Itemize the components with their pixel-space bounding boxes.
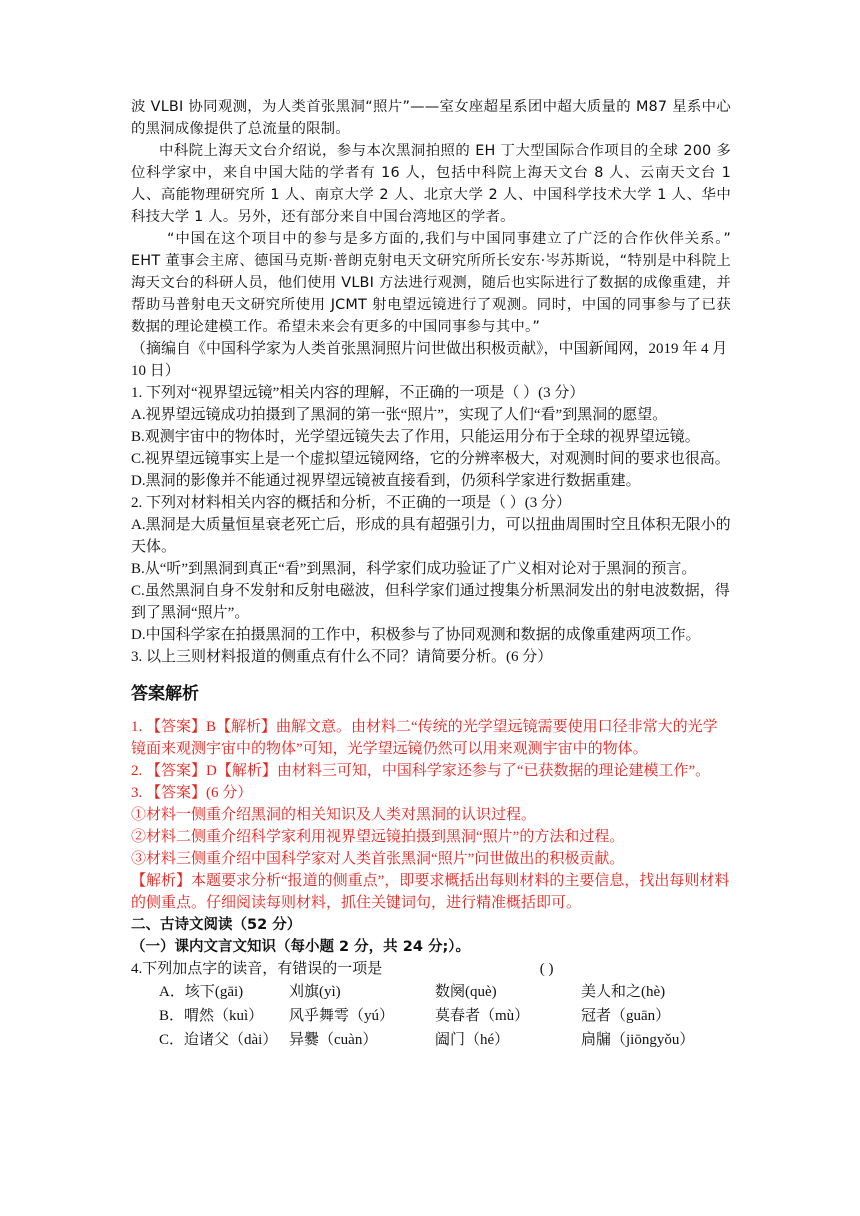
passage-paragraph-3: “中国在这个项目中的参与是多方面的,我们与中国同事建立了广泛的合作伙伴关系。” EHT 董事会主席、德国马克斯·普朗克射电天文研究所所长安东·岑苏斯说，“特别是中科院上海天文台的科研人员，他们使用 VLBI 方法进行观测，随后也实际进行了数据的成像重建，并帮助马普射电天文研究所使用 JCMT 射电望远镜进行了观测。同时，中国的同事参与了已获数据的理论建模工作。希望未来会有更多的中国同事参与其中。” bbox=[131, 231, 731, 335]
option-b-item-2: 风乎舞雩（yú） bbox=[289, 1008, 395, 1024]
option-c-item-2: 异爨（cuàn） bbox=[289, 1032, 378, 1048]
question-4 bbox=[131, 958, 731, 980]
passage-source: （摘编自《中国科学家为人类首张黑洞照片问世做出积极贡献》，中国新闻网，2019 年 4 月 10 日） bbox=[131, 341, 728, 379]
answer-3: 3. 【答案】(6 分） bbox=[131, 785, 253, 801]
answer-2: 2. 【答案】D【解析】由材料三可知，中国科学家还参与了“已获数据的理论建模工作”。 bbox=[131, 763, 711, 779]
question-4-answer-blank: ( ) bbox=[539, 961, 554, 977]
question-1-option-a: A.视界望远镜成功拍摄到了黑洞的第一张“照片”，实现了人们“看”到黑洞的愿望。 bbox=[131, 407, 668, 423]
answer-3-point-1: ①材料一侧重介绍黑洞的相关知识及人类对黑洞的认识过程。 bbox=[131, 807, 537, 823]
option-c-item-1: C．迨诸父（dài） bbox=[159, 1032, 278, 1048]
section-2-subtitle: （一）课内文言文知识（每小题 2 分，共 24 分;）。 bbox=[131, 939, 471, 955]
option-c-item-3: 阖门（hé） bbox=[435, 1032, 510, 1048]
option-a-item-3: 数阕(què) bbox=[435, 984, 497, 1000]
answer-3-point-2: ②材料二侧重介绍科学家利用视界望远镜拍摄到黑洞“照片”的方法和过程。 bbox=[131, 829, 625, 845]
option-a-item-4: 美人和之(hè) bbox=[581, 984, 666, 1000]
question-1: 1. 下列对“视界望远镜”相关内容的理解，不正确的一项是（ ）(3 分） bbox=[131, 385, 585, 401]
answer-1: 1. 【答案】B【解析】曲解文意。由材料二“传统的光学望远镜需要使用口径非常大的光学镜面来观测宇宙中的物体”可知，光学望远镜仍然可以用来观测宇宙中的物体。 bbox=[131, 719, 718, 757]
option-a-item-1: A．垓下(gāi) bbox=[159, 984, 244, 1000]
answer-3-explanation: 【解析】本题要求分析“报道的侧重点”，即要求概括出每则材料的主要信息，找出每则材料的侧重点。仔细阅读每则材料，抓住关键词句，进行精准概括即可。 bbox=[131, 873, 730, 911]
option-a-item-2: 刈旗(yì) bbox=[289, 984, 341, 1000]
option-b-item-4: 冠者（guān） bbox=[581, 1008, 671, 1024]
question-2: 2. 下列对材料相关内容的概括和分析，不正确的一项是（ ）(3 分） bbox=[131, 495, 571, 511]
answers-heading: 答案解析 bbox=[131, 684, 199, 704]
question-1-option-b: B.观测宇宙中的物体时，光学望远镜失去了作用，只能运用分布于全球的视界望远镜。 bbox=[131, 429, 700, 445]
option-b-item-3: 莫春者（mù） bbox=[435, 1008, 530, 1024]
question-2-option-b: B.从“听”到黑洞到真正“看”到黑洞，科学家们成功验证了广义相对论对于黑洞的预言。 bbox=[131, 561, 697, 577]
passage-paragraph-2: 中科院上海天文台介绍说，参与本次黑洞拍照的 EH 丁大型国际合作项目的全球 200 多位科学家中，来自中国大陆的学者有 16 人，包括中科院上海天文台 8 人、云南天文台 1 人、高能物理研究所 1 人、南京大学 2 人、北京大学 2 人、中国科学技术大学 1 人、华中科技大学 1 人。另外，还有部分来自中国台湾地区的学者。 bbox=[131, 143, 731, 225]
passage-paragraph-1: 波 VLBI 协同观测，为人类首张黑洞“照片”——室女座超星系团中超大质量的 M87 星系中心的黑洞成像提供了总流量的限制。 bbox=[131, 99, 731, 137]
question-2-option-c: C.虽然黑洞自身不发射和反射电磁波，但科学家们通过搜集分析黑洞发出的射电波数据，得到了黑洞“照片”。 bbox=[131, 583, 730, 621]
question-2-option-a: A.黑洞是大质量恒星衰老死亡后，形成的具有超强引力，可以扭曲周围时空且体积无限小的天体。 bbox=[131, 517, 731, 555]
question-4-row-b bbox=[131, 1004, 731, 1028]
option-c-item-4: 扃牖（jiōngyǒu） bbox=[581, 1032, 695, 1048]
question-4-row-a bbox=[131, 980, 731, 1004]
question-1-option-c: C.视界望远镜事实上是一个虚拟望远镜网络，它的分辨率极大，对观测时间的要求也很高。 bbox=[131, 451, 730, 467]
question-3: 3. 以上三则材料报道的侧重点有什么不同？请简要分析。(6 分） bbox=[131, 649, 553, 665]
answer-3-point-3: ③材料三侧重介绍中国科学家对人类首张黑洞“照片”问世做出的积极贡献。 bbox=[131, 851, 625, 867]
question-1-option-d: D.黑洞的影像并不能通过视界望远镜被直接看到，仍须科学家进行数据重建。 bbox=[131, 473, 641, 489]
option-b-item-1: B．喟然（kuì） bbox=[159, 1008, 264, 1024]
question-4-row-c bbox=[131, 1028, 731, 1052]
document-page bbox=[131, 96, 731, 1052]
question-2-option-d: D.中国科学家在拍摄黑洞的工作中，积极参与了协同观测和数据的成像重建两项工作。 bbox=[131, 627, 701, 643]
section-2-title: 二、古诗文阅读（52 分） bbox=[131, 917, 302, 933]
question-4-text: 4.下列加点字的读音，有错误的一项是 bbox=[131, 961, 383, 977]
